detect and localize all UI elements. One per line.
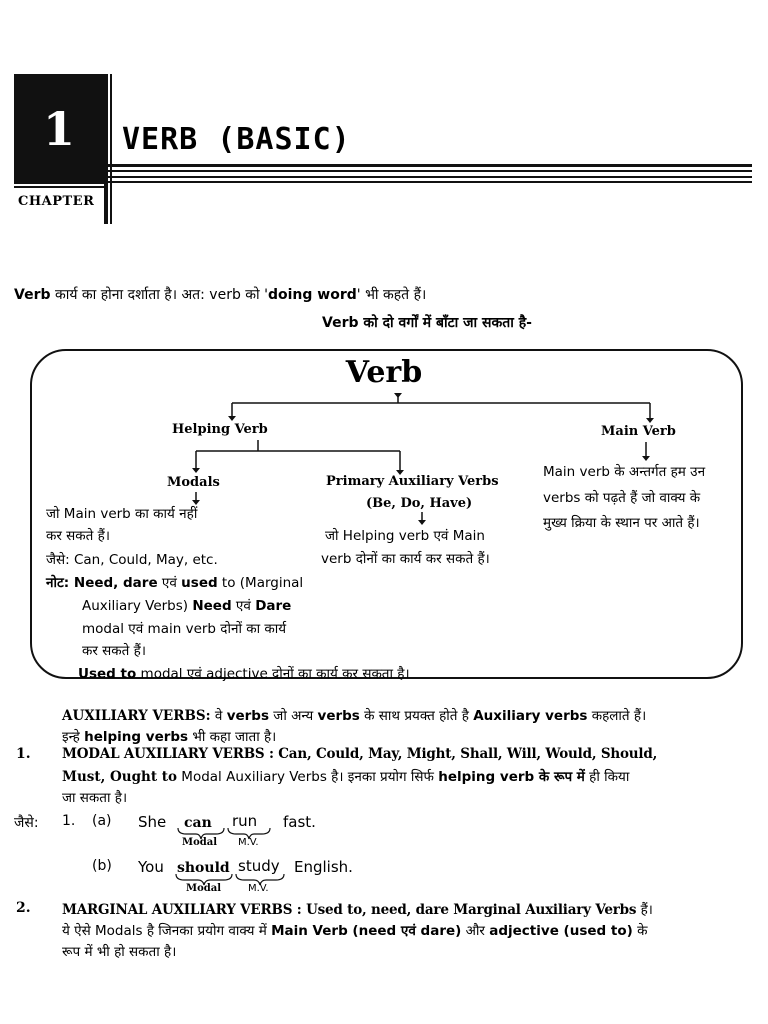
intro-text-end: ' भी कहते हैं। (356, 287, 427, 303)
main-desc-3: मुख्य क्रिया के स्थान पर आते हैं। (543, 515, 700, 531)
aux-text-f: Auxiliary verbs (473, 708, 588, 724)
s2-l2-d: adjective (used to) (489, 923, 633, 939)
example-b-should: should (177, 860, 230, 876)
s1-l2-a: Must, Ought to (62, 769, 178, 785)
example-num: 1. (62, 813, 76, 829)
node-modals: Modals (167, 475, 220, 490)
example-b-mv-label: M.V. (248, 883, 269, 894)
note-line-4: कर सकते हैं। (82, 643, 146, 659)
s2-l2-a: ये ऐसे Modals है जिनका प्रयोग वाक्य में (62, 923, 272, 939)
section2-heading-end: हैं। (636, 902, 653, 918)
chapter-label: CHAPTER (18, 194, 95, 209)
example-b-english: English. (294, 858, 353, 876)
section1-line-3: जा सकता है। (62, 790, 128, 806)
tree-title: Verb (345, 355, 423, 390)
section2-line-2 (62, 921, 647, 939)
intro2-text: को दो वर्गों में बाँटा जा सकता है- (358, 315, 532, 331)
aux-l2-a: इन्हे (62, 729, 85, 745)
note-l2-b: Need (192, 598, 232, 614)
example-b-modal-label: Modal (186, 883, 222, 894)
example-b-you: You (138, 858, 164, 876)
note-l2-a: Auxiliary Verbs) (82, 598, 193, 614)
s1-l2-b: Modal Auxiliary Verbs है। इनका प्रयोग सिर्फ (177, 769, 439, 785)
aux-title: AUXILIARY VERBS: (62, 708, 211, 724)
intro-doing-word: doing word (267, 287, 357, 303)
note-used: used (181, 575, 218, 591)
s1-l2-d: ही किया (584, 769, 630, 785)
section2-num: 2. (16, 900, 31, 916)
example-a-run: run (232, 812, 258, 830)
aux-text-a: वे (210, 708, 227, 724)
used-to-bold: Used to (78, 666, 137, 682)
modal-desc-3: जैसे: Can, Could, May, etc. (46, 552, 218, 568)
example-a-label: (a) (92, 813, 112, 829)
node-main-verb: Main Verb (601, 424, 676, 439)
used-to-rest: modal एवं adjective दोनों का कार्य कर सकता है। (136, 666, 410, 682)
modal-desc-2: कर सकते हैं। (46, 528, 110, 544)
node-helping-verb: Helping Verb (172, 422, 268, 437)
aux-l2-b: helping verbs (84, 729, 189, 745)
section2-line-3: रूप में भी हो सकता है। (62, 944, 177, 960)
s2-l2-e: के (632, 923, 648, 939)
section1-heading: MODAL AUXILIARY VERBS : Can, Could, May, Might, Shall, Will, Would, Should, (62, 746, 658, 762)
example-a-modal-label: Modal (182, 837, 218, 848)
modal-desc-1: जो Main verb का कार्य नहीं (46, 506, 198, 522)
intro-text: कार्य का होना दर्शाता है। अत: verb को ' (50, 287, 268, 303)
example-a-fast: fast. (283, 813, 316, 831)
main-desc-2: verbs को पढ़ते हैं जो वाक्य के (543, 490, 701, 506)
primary-desc-1: जो Helping verb एवं Main (325, 528, 485, 544)
note-line-3: modal एवं main verb दोनों का कार्य (82, 621, 287, 637)
note-mid: एवं (157, 575, 182, 591)
section1-num: 1. (16, 746, 31, 762)
aux-text-e: के साथ प्रयक्त होते है (359, 708, 474, 724)
note-prefix: नोट: (46, 575, 74, 591)
primary-desc-2: verb दोनों का कार्य कर सकते हैं। (321, 551, 490, 567)
example-a-she: She (138, 813, 167, 831)
intro-verb: Verb (14, 287, 51, 303)
note-l2-d: Dare (255, 598, 292, 614)
note-l2-c: एवं (231, 598, 256, 614)
s2-l2-b: Main Verb (need एवं dare) (271, 923, 462, 939)
chapter-number: 1 (42, 102, 75, 156)
note-need-dare: Need, dare (73, 575, 158, 591)
note-rest: to (Marginal (217, 575, 304, 591)
section2-heading: MARGINAL AUXILIARY VERBS : Used to, need, dare Marginal Auxiliary Verbs (62, 902, 637, 918)
example-label: जैसे: (14, 815, 39, 831)
aux-text-b: verbs (226, 708, 270, 724)
node-primary-sub: (Be, Do, Have) (366, 496, 473, 511)
s2-l2-c: और (461, 923, 490, 939)
intro2-verb: Verb (322, 315, 359, 331)
example-b-study: study (238, 857, 280, 875)
node-primary-aux: Primary Auxiliary Verbs (326, 474, 499, 489)
main-desc-1: Main verb के अन्तर्गत हम उन (543, 464, 706, 480)
example-a-can: can (184, 815, 212, 831)
aux-l2-c: भी कहा जाता है। (188, 729, 277, 745)
example-b-label: (b) (92, 858, 112, 874)
s1-l2-c: helping verb के रूप में (438, 769, 585, 785)
aux-text-g: कहलाते हैं। (587, 708, 647, 724)
aux-text-c: जो अन्य (269, 708, 318, 724)
aux-text-d: verbs (317, 708, 360, 724)
example-a-mv-label: M.V. (238, 837, 259, 848)
section2-heading-line (62, 900, 653, 918)
chapter-title: VERB (BASIC) (122, 122, 351, 157)
